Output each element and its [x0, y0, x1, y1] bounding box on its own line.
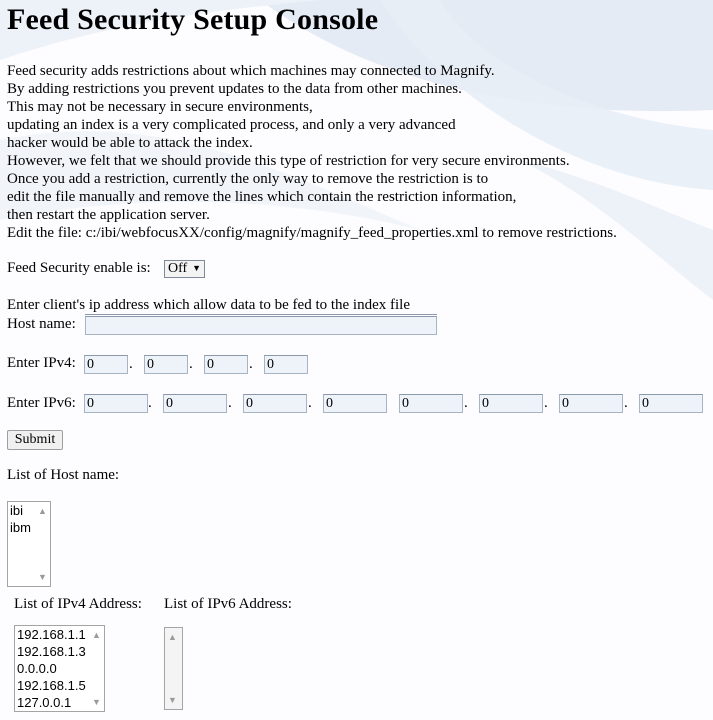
feed-security-select[interactable] [164, 260, 205, 278]
description-line: hacker would be able to attack the index. [7, 135, 253, 151]
ipv6-group-2[interactable] [163, 394, 227, 413]
scroll-down-icon[interactable]: ▼ [38, 572, 47, 582]
page-title: Feed Security Setup Console [7, 3, 379, 36]
ipv4-label: Enter IPv4: [7, 355, 76, 371]
ipv6-group-6[interactable] [479, 394, 543, 413]
description-line: updating an index is a very complicated process, and only a very advanced [7, 117, 456, 133]
list-item[interactable]: ibm [10, 520, 31, 535]
submit-button[interactable]: Submit [7, 430, 63, 450]
ipv6-list-scrollbar[interactable] [165, 628, 182, 709]
ipv6-label: Enter IPv6: [7, 395, 76, 411]
description-line: then restart the application server. [7, 207, 210, 223]
separator-dot: . [129, 356, 133, 372]
separator-dot: . [308, 395, 312, 411]
ipv4-octet-2[interactable] [144, 355, 188, 374]
description-line: Feed security adds restrictions about which machines may connected to Magnify. [7, 63, 495, 79]
feed-security-selected: Off [168, 261, 188, 276]
list-item[interactable]: 0.0.0.0 [17, 661, 57, 676]
host-listbox[interactable] [7, 501, 51, 587]
separator-dot: . [544, 395, 548, 411]
description-line: Once you add a restriction, currently the only way to remove the restriction is to [7, 171, 489, 187]
chevron-down-icon: ▼ [192, 263, 201, 273]
separator-dot: . [148, 395, 152, 411]
separator-dot: . [189, 356, 193, 372]
prompt-divider [85, 314, 437, 315]
list-item[interactable]: 127.0.0.1 [17, 695, 72, 710]
separator-dot: . [249, 356, 253, 372]
client-ip-prompt: Enter client's ip address which allow data to be fed to the index file [7, 297, 410, 313]
description-line: edit the file manually and remove the lines which contain the restriction information, [7, 189, 517, 205]
ipv6-list-label: List of IPv6 Address: [164, 596, 292, 612]
ipv6-group-3[interactable] [243, 394, 307, 413]
description-line: This may not be necessary in secure environments, [7, 99, 313, 115]
ipv6-listbox[interactable] [164, 627, 183, 710]
ipv4-list-items [17, 626, 86, 711]
description-line: By adding restrictions you prevent updates to the data from other machines. [7, 81, 462, 97]
description-line: Edit the file: c:/ibi/webfocusXX/config/magnify/magnify_feed_properties.xml to remove restrictions. [7, 225, 617, 241]
ipv6-group-1[interactable] [84, 394, 148, 413]
feed-security-label: Feed Security enable is: [7, 260, 151, 276]
scroll-up-icon[interactable]: ▲ [92, 630, 101, 640]
scroll-up-icon[interactable]: ▲ [168, 632, 177, 642]
list-item[interactable]: 192.168.1.5 [17, 678, 86, 693]
ipv6-group-7[interactable] [559, 394, 623, 413]
list-item[interactable]: 192.168.1.3 [17, 644, 86, 659]
scroll-up-icon[interactable]: ▲ [38, 506, 47, 516]
ipv4-octet-1[interactable] [84, 355, 128, 374]
ipv4-listbox[interactable] [14, 625, 105, 712]
host-name-input[interactable] [85, 316, 437, 335]
scroll-down-icon[interactable]: ▼ [92, 697, 101, 707]
description [7, 62, 617, 242]
ipv6-group-8[interactable] [639, 394, 703, 413]
ipv6-group-4[interactable] [323, 394, 387, 413]
host-list-label: List of Host name: [7, 467, 120, 483]
host-list-scrollbar[interactable] [35, 502, 50, 586]
ipv4-list-label: List of IPv4 Address: [14, 596, 142, 612]
ipv6-group-5[interactable] [399, 394, 463, 413]
list-item[interactable]: 192.168.1.1 [17, 627, 86, 642]
ipv4-list-scrollbar[interactable] [89, 626, 104, 711]
scroll-down-icon[interactable]: ▼ [168, 695, 177, 705]
list-item[interactable]: ibi [10, 503, 24, 518]
host-name-label: Host name: [7, 316, 76, 332]
separator-dot: . [228, 395, 232, 411]
ipv4-octet-3[interactable] [204, 355, 248, 374]
separator-dot: . [624, 395, 628, 411]
ipv4-octet-4[interactable] [264, 355, 308, 374]
host-list-items [10, 502, 31, 536]
separator-dot: . [464, 395, 468, 411]
description-line: However, we felt that we should provide this type of restriction for very secure environments. [7, 153, 570, 169]
